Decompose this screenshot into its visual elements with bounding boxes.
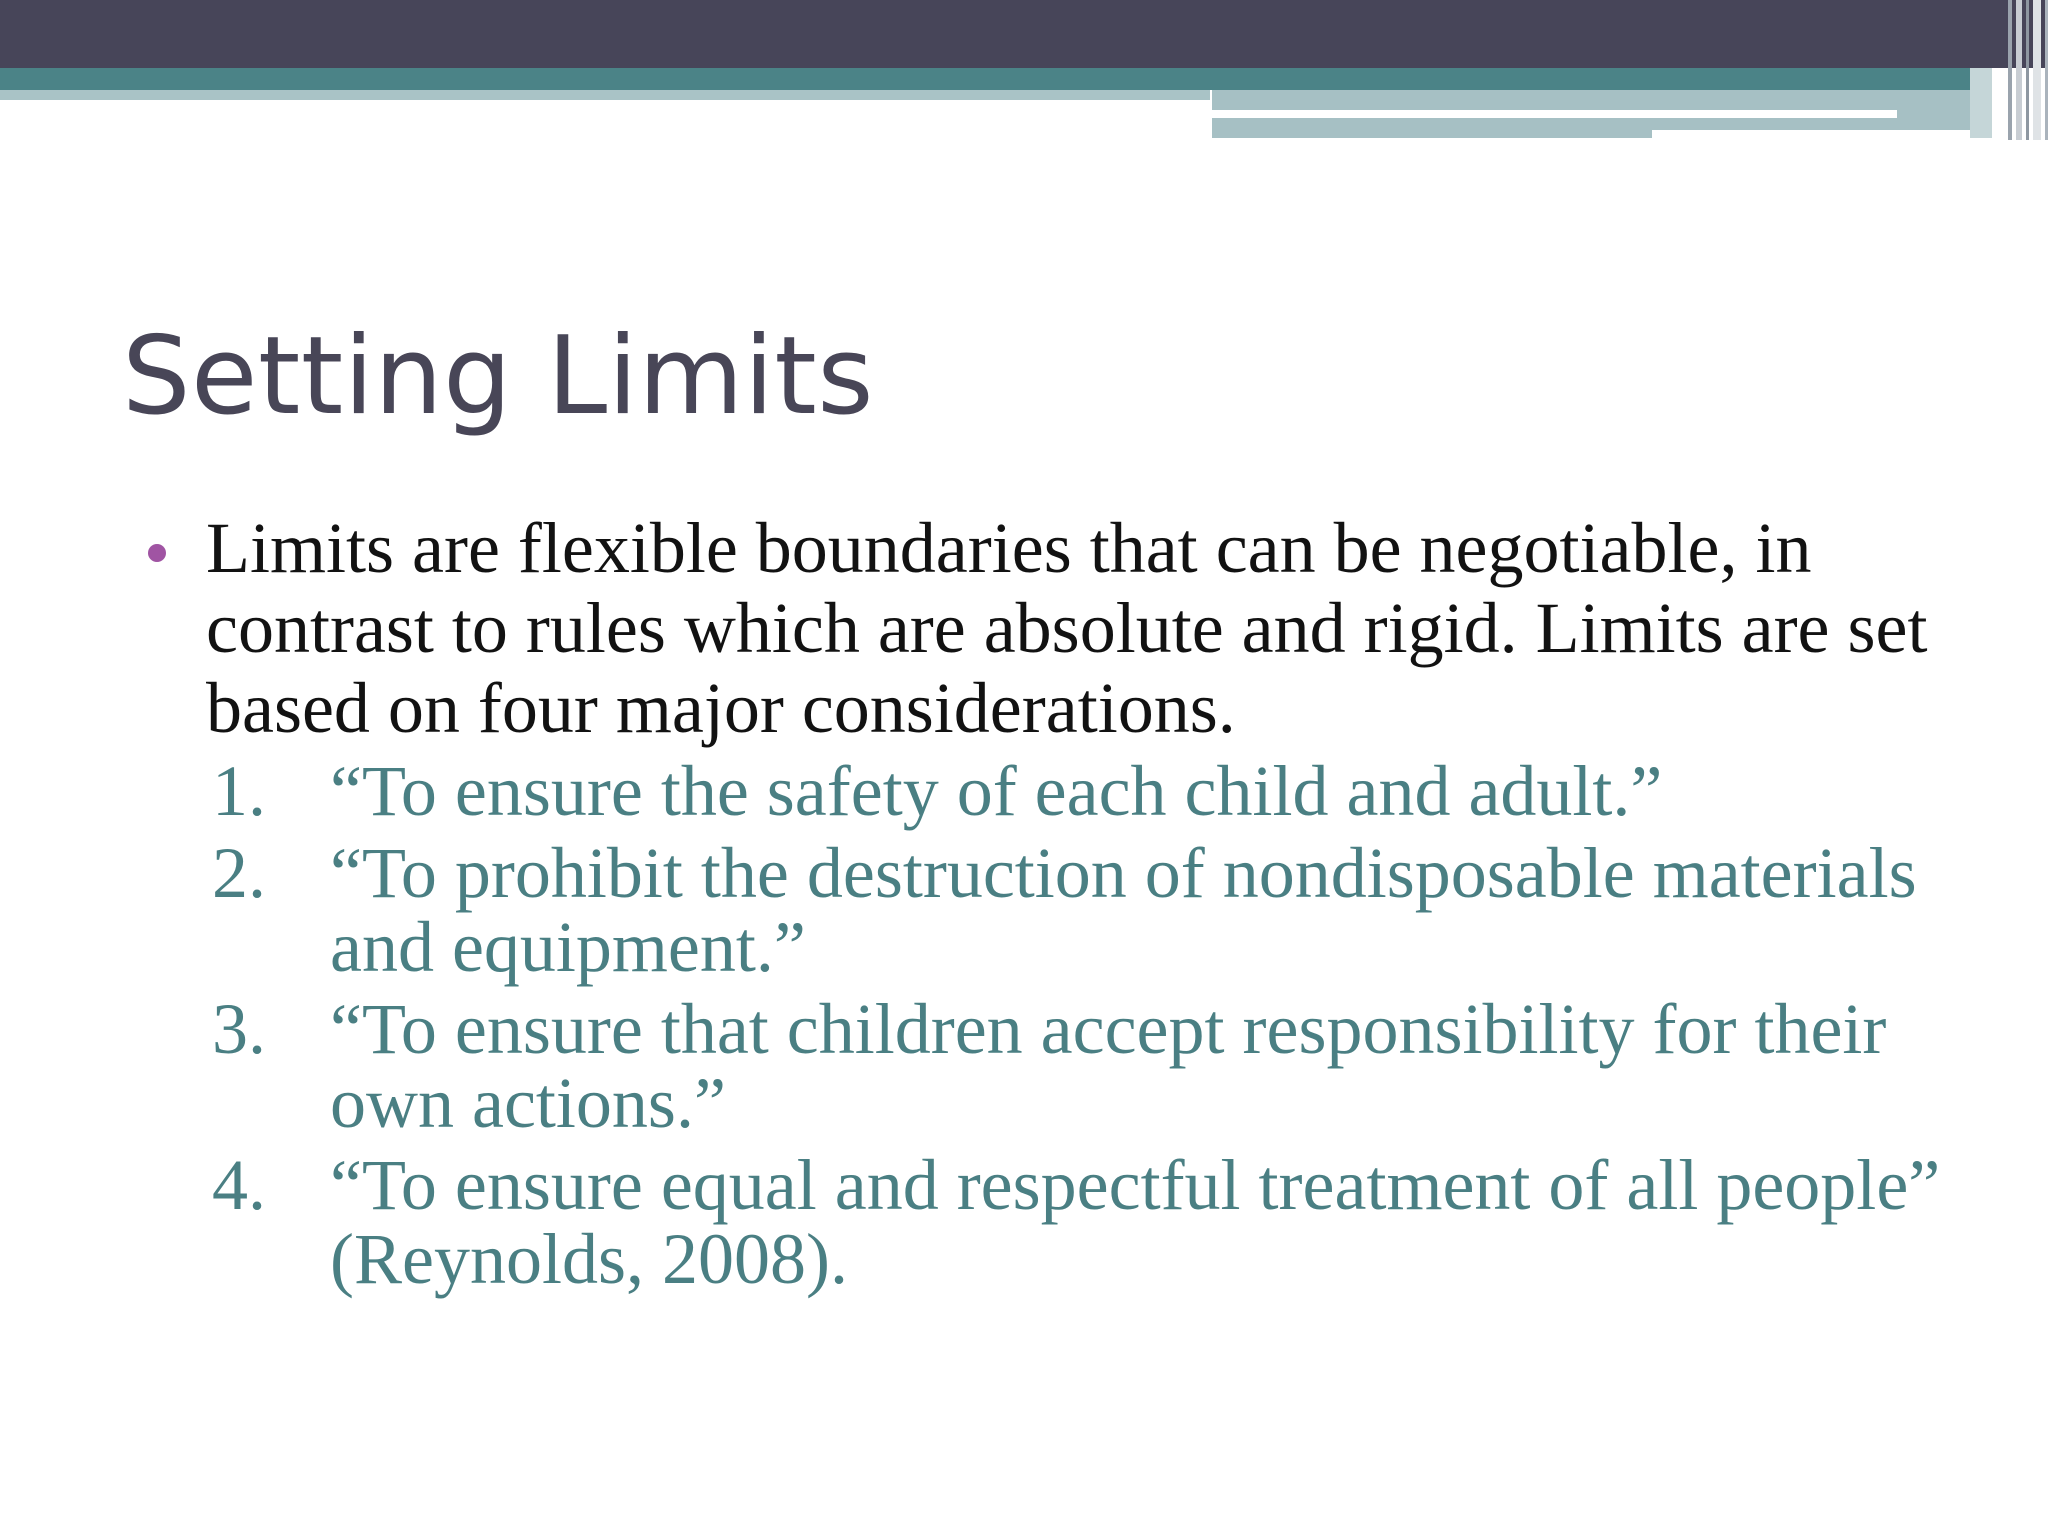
list-item-text: “To ensure that children accept responsibility for their own actions.” [330, 989, 1887, 1143]
list-item-number: 3. [212, 989, 266, 1069]
header-vbar [2033, 0, 2041, 140]
list-item [140, 1145, 2000, 1299]
list-item-text: “To prohibit the destruction of nondisposable materials and equipment.” [330, 833, 1917, 987]
header-vbar [2008, 0, 2012, 140]
list-item-number: 1. [212, 751, 266, 831]
list-item-number: 2. [212, 833, 266, 913]
numbered-list [140, 751, 2000, 1299]
bullet-item [140, 508, 2000, 748]
bullet-text: Limits are flexible boundaries that can be negotiable, in contrast to rules which are absolute and rigid. Limits are set based on four major considerations. [206, 508, 1928, 748]
header-band-white-gap [1652, 130, 1992, 138]
header-vertical-bars [1992, 0, 2048, 140]
list-item-number: 4. [212, 1145, 266, 1225]
list-item [140, 833, 2000, 987]
header-vbar [2026, 0, 2029, 140]
header-vbar [2016, 0, 2022, 140]
list-item-text: “To ensure the safety of each child and adult.” [330, 751, 1663, 831]
list-item [140, 751, 2000, 831]
header-band-tail [1970, 68, 1992, 138]
list-item [140, 989, 2000, 1143]
header-band-light [0, 90, 1210, 100]
list-item-text: “To ensure equal and respectful treatment of all people” (Reynolds, 2008). [330, 1145, 1941, 1299]
header-band-dark [0, 0, 2048, 68]
bullet-dot-icon [148, 544, 166, 562]
header-band-teal [0, 68, 1990, 90]
slide-title: Setting Limits [122, 314, 875, 439]
slide-body [140, 508, 2000, 1304]
header-band-white-line [1212, 110, 1897, 118]
